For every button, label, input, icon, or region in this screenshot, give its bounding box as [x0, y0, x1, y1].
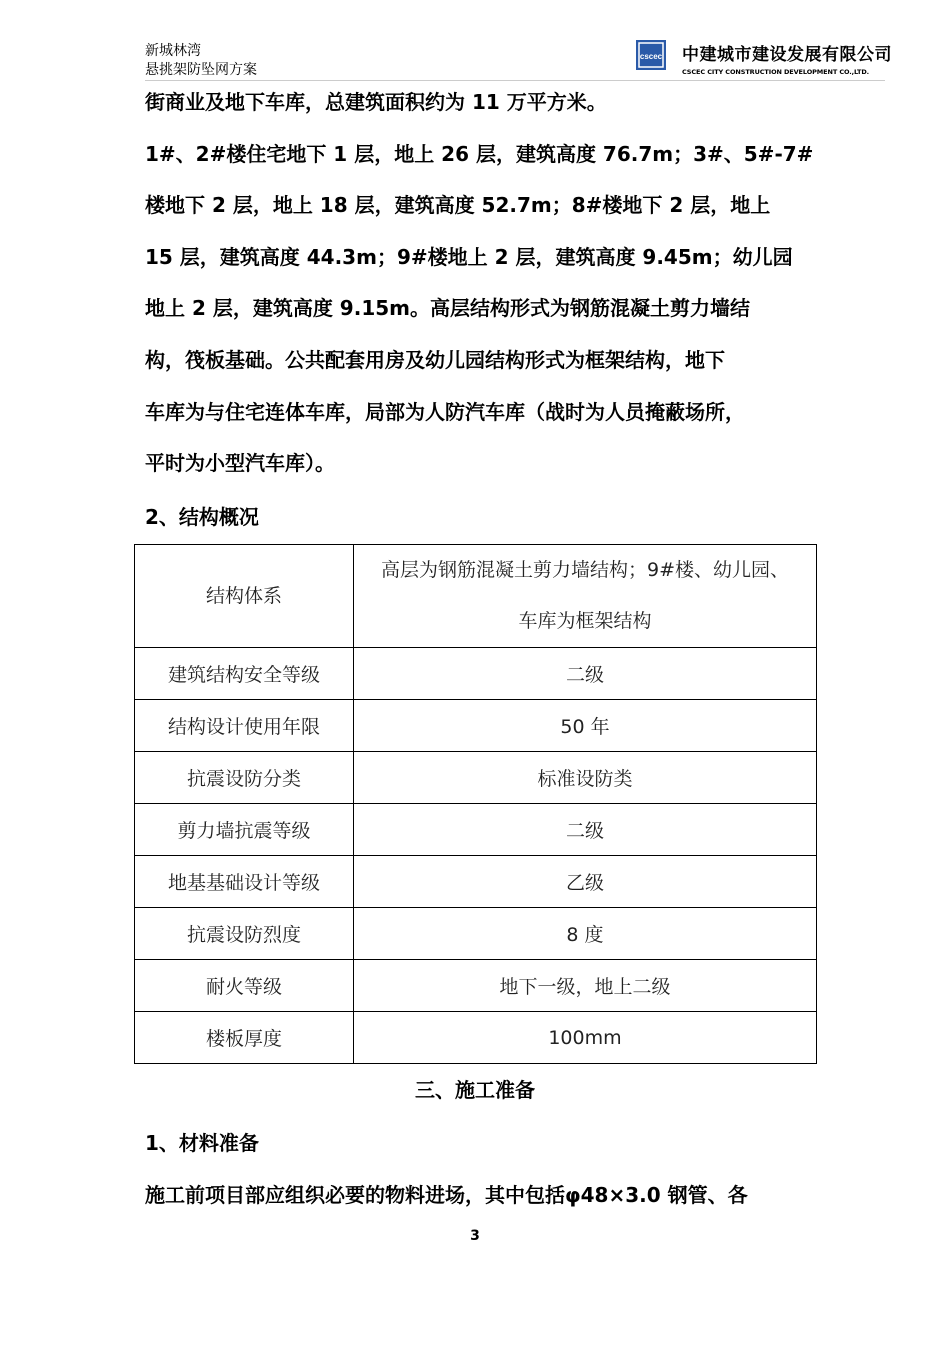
table-row [135, 648, 817, 700]
cell-line: 高层为钢筋混凝土剪力墙结构；9#楼、幼儿园、 [380, 559, 789, 581]
table-row [135, 960, 817, 1012]
company-block [682, 40, 892, 76]
table-row [135, 752, 817, 804]
body-line: 地上 2 层，建筑高度 9.15m。高层结构形式为钢筋混凝土剪力墙结 [145, 296, 750, 321]
company-name-cn: 中建城市建设发展有限公司 [682, 45, 892, 65]
table-row [135, 1012, 817, 1064]
table-row [135, 700, 817, 752]
table-row [135, 908, 817, 960]
chapter-heading: 三、施工准备 [415, 1078, 535, 1102]
structure-table [134, 544, 817, 1064]
body-line: 楼地下 2 层，地上 18 层，建筑高度 52.7m；8#楼地下 2 层，地上 [145, 193, 771, 218]
table-row [135, 545, 817, 648]
table-cell-label: 楼板厚度 [135, 1012, 354, 1064]
table-cell-label: 抗震设防烈度 [135, 908, 354, 960]
section-heading-structure: 2、结构概况 [145, 505, 259, 529]
body-line: 1#、2#楼住宅地下 1 层，地上 26 层，建筑高度 76.7m；3#、5#-7# [145, 141, 814, 166]
page-number: 3 [470, 1228, 480, 1244]
company-name-en: CSCEC CITY CONSTRUCTION DEVELOPMENT CO.,LTD. [682, 68, 870, 76]
table-cell-label: 结构体系 [135, 545, 354, 648]
table-cell-value: 乙级 [354, 856, 817, 908]
table-cell-value: 标准设防类 [354, 752, 817, 804]
body-paragraph [145, 77, 815, 490]
table-row [135, 856, 817, 908]
table-cell-label: 建筑结构安全等级 [135, 648, 354, 700]
header-left [145, 42, 257, 80]
table-cell-label: 耐火等级 [135, 960, 354, 1012]
table-cell-value: 二级 [354, 648, 817, 700]
body-line: 平时为小型汽车库）。 [145, 451, 335, 476]
document-title: 悬挑架防坠网方案 [145, 62, 257, 78]
logo-text: cscec [639, 52, 663, 61]
project-name: 新城林湾 [145, 43, 201, 59]
table-cell-label: 地基基础设计等级 [135, 856, 354, 908]
table-row [135, 804, 817, 856]
table-cell-value [354, 545, 817, 648]
table-cell-value: 100mm [354, 1012, 817, 1064]
table-cell-value: 50 年 [354, 700, 817, 752]
cscec-logo-icon [636, 40, 666, 70]
body-line: 构，筏板基础。公共配套用房及幼儿园结构形式为框架结构，地下 [145, 347, 725, 372]
section-heading-materials: 1、材料准备 [145, 1131, 259, 1155]
table-cell-value: 地下一级，地上二级 [354, 960, 817, 1012]
table-cell-label: 抗震设防分类 [135, 752, 354, 804]
materials-paragraph: 施工前项目部应组织必要的物料进场，其中包括φ48×3.0 钢管、各 [145, 1183, 748, 1207]
cell-line: 车库为框架结构 [518, 610, 652, 632]
company-logo [636, 40, 666, 74]
table-cell-value: 8 度 [354, 908, 817, 960]
body-line: 15 层，建筑高度 44.3m；9#楼地上 2 层，建筑高度 9.45m；幼儿园 [145, 244, 793, 269]
table-cell-label: 剪力墙抗震等级 [135, 804, 354, 856]
body-line: 车库为与住宅连体车库，局部为人防汽车库（战时为人员掩蔽场所， [145, 399, 745, 424]
table-cell-value: 二级 [354, 804, 817, 856]
table-cell-label: 结构设计使用年限 [135, 700, 354, 752]
body-line: 街商业及地下车库，总建筑面积约为 11 万平方米。 [145, 90, 607, 114]
